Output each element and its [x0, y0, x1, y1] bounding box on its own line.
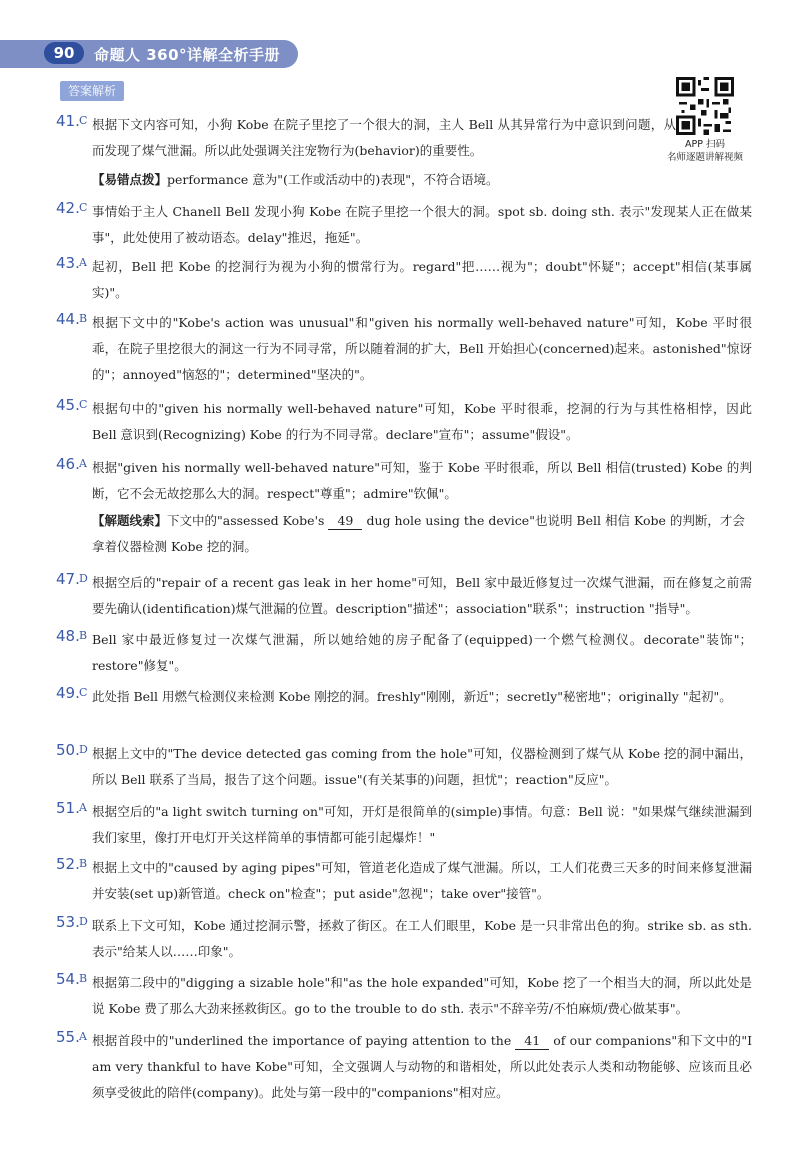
item-explanation: 根据空后的"repair of a recent gas leak in her home"可知，Bell 家中最近修复过一次煤气泄漏，而在修复之前需要先确认(identification)煤气泄漏的位置。description"描述"；association"联系"；instruction "指导"。 [92, 575, 752, 616]
item-answer: D [79, 572, 88, 585]
item-answer: A [79, 1030, 87, 1043]
item-answer: B [79, 312, 88, 325]
item-answer: C [79, 201, 88, 214]
item-number: 48. [56, 627, 80, 645]
item-number: 50. [56, 741, 80, 759]
error-note [92, 167, 752, 193]
item-number: 46. [56, 455, 80, 473]
page-number: 90 [44, 42, 84, 64]
book-title: 命题人 360°详解全析手册 [94, 46, 281, 64]
item-explanation: 根据句中的"given his normally well-behaved nature"可知，Kobe 平时很乖，挖洞的行为与其性格相悖，因此 Bell 意识到(Recognizing) Kobe 的行为不同寻常。declare"宣布"；assume"假设"。 [92, 401, 752, 442]
item-explanation: 联系上下文可知，Kobe 通过挖洞示警，拯救了街区。在工人们眼里，Kobe 是一只非常出色的狗。strike sb. as sth. 表示"给某人以……印象"。 [92, 918, 752, 959]
item-explanation: 根据空后的"a light switch turning on"可知，开灯是很简单的(simple)事情。句意：Bell 说："如果煤气继续泄漏到我们家里，像打开电灯开关这样简单的事情都可能引起爆炸！" [92, 804, 752, 845]
note-blank: 49 [328, 513, 362, 530]
item-answer: C [79, 114, 88, 127]
item-number: 45. [56, 396, 80, 414]
clue-note [92, 508, 752, 560]
item-answer: A [79, 457, 87, 470]
item-answer: B [79, 629, 88, 642]
item-text-after: of our companions"和下文中的"I am very thankful to have Kobe"可知，全文强调人与动物的和谐相处，所以此处表示人类和动物能够、应该而且必须享受彼此的陪伴(company)。此处与第一段中的"companions"相对应。 [92, 1033, 753, 1100]
item-answer: C [79, 398, 88, 411]
item-number: 54. [56, 970, 80, 988]
item-explanation: 根据下文内容可知，小狗 Kobe 在院子里挖了一个很大的洞，主人 Bell 从其异常行为中意识到问题，从而发现了煤气泄漏。所以此处强调关注宠物行为(behavior)的重要性。 [92, 117, 676, 158]
item-answer: A [79, 256, 87, 269]
item-number: 52. [56, 855, 80, 873]
item-explanation: 根据上文中的"The device detected gas coming from the hole"可知，仪器检测到了煤气从 Kobe 挖的洞中漏出，所以 Bell 联系了当局，报告了这个问题。issue"(有关某事的)问题，担忧"；reaction"反应"。 [92, 746, 752, 787]
item-answer: C [79, 686, 88, 699]
item-number: 53. [56, 913, 80, 931]
item-answer: D [79, 915, 88, 928]
item-number: 47. [56, 570, 80, 588]
note-tag: 【解题线索】 [92, 513, 168, 528]
item-number: 42. [56, 199, 80, 217]
item-answer: A [79, 801, 87, 814]
note-tag: 【易错点拨】 [92, 172, 168, 187]
item-answer: B [79, 972, 88, 985]
section-label: 答案解析 [60, 81, 124, 101]
note-text-after: dug hole using the device"也说明 Bell 相信 Kobe 的判断，才会拿着仪器检测 Kobe 挖的洞。 [92, 513, 745, 554]
item-explanation: 根据下文中的"Kobe's action was unusual"和"given his normally well-behaved nature"可知，Kobe 平时很乖，在院子里挖很大的洞这一行为不同寻常，所以随着洞的扩大，Bell 开始担心(concerned)起来。astonished"惊讶的"；annoyed"恼怒的"；determined"坚决的"。 [92, 315, 752, 382]
item-explanation: 此处指 Bell 用燃气检测仪来检测 Kobe 刚挖的洞。freshly"刚刚，新近"；secretly"秘密地"；originally "起初"。 [92, 689, 732, 704]
item-answer: D [79, 743, 88, 756]
item-number: 43. [56, 254, 80, 272]
item-blank: 41 [515, 1033, 549, 1050]
item-explanation: 根据第二段中的"digging a sizable hole"和"as the hole expanded"可知，Kobe 挖了一个相当大的洞，所以此处是说 Kobe 费了那么大劲来拯救街区。go to the trouble to do sth. 表示"不辞辛劳/不怕麻烦/费心做某事"。 [92, 975, 752, 1016]
item-number: 41. [56, 112, 80, 130]
item-number: 49. [56, 684, 80, 702]
item-number: 44. [56, 310, 80, 328]
item-explanation: 事情始于主人 Chanell Bell 发现小狗 Kobe 在院子里挖一个很大的洞。spot sb. doing sth. 表示"发现某人正在做某事"，此处使用了被动语态。delay"推迟，拖延"。 [92, 204, 752, 245]
item-explanation: Bell 家中最近修复过一次煤气泄漏，所以她给她的房子配备了(equipped)一个燃气检测仪。decorate"装饰"；restore"修复"。 [92, 632, 752, 673]
note-text-before: 下文中的"assessed Kobe's [167, 513, 325, 528]
note-text: performance 意为"(工作或活动中的)表现"，不符合语境。 [167, 172, 499, 187]
item-explanation: 根据"given his normally well-behaved nature"可知，鉴于 Kobe 平时很乖，所以 Bell 相信(trusted) Kobe 的判断，它不会无故挖那么大的洞。respect"尊重"；admire"钦佩"。 [92, 460, 752, 501]
item-explanation: 起初，Bell 把 Kobe 的挖洞行为视为小狗的惯常行为。regard"把……视为"；doubt"怀疑"；accept"相信(某事属实)"。 [92, 259, 752, 300]
item-answer: B [79, 857, 88, 870]
item-number: 51. [56, 799, 80, 817]
item-text-before: 根据首段中的"underlined the importance of paying attention to the [92, 1033, 512, 1048]
item-explanation: 根据上文中的"caused by aging pipes"可知，管道老化造成了煤气泄漏。所以，工人们花费三天多的时间来修复泄漏并安装(set up)新管道。check on"检查"；put aside"忽视"；take over"接管"。 [92, 860, 752, 901]
item-explanation [92, 1028, 752, 1106]
item-number: 55. [56, 1028, 80, 1046]
qr-code-icon[interactable] [676, 77, 734, 135]
qr-caption-line2: 名师逐题讲解视频 [666, 152, 743, 163]
qr-caption-line1: APP 扫码 [685, 139, 725, 150]
